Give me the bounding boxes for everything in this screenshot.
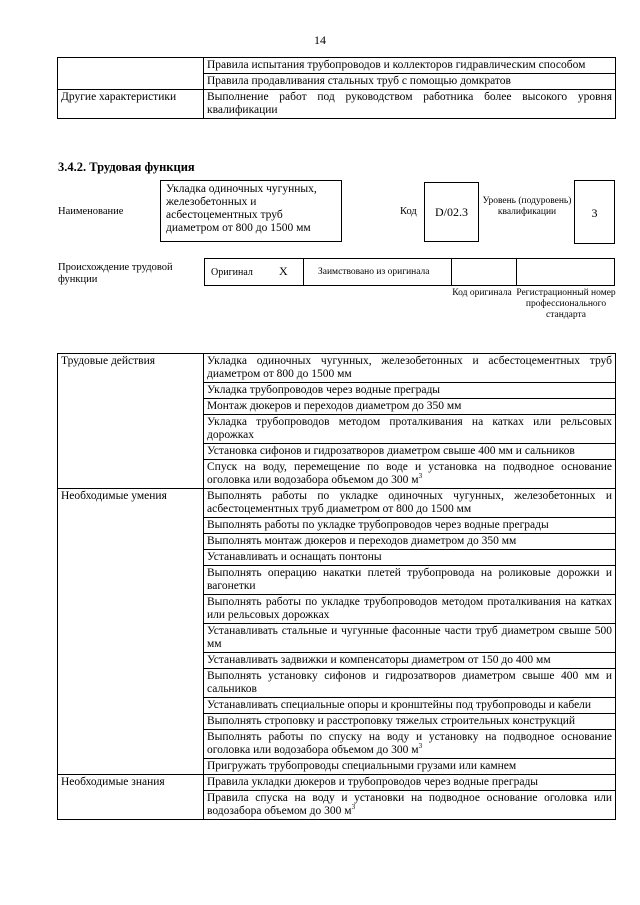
table-cell: Укладка трубопроводов через водные преграды: [204, 383, 616, 399]
table-cell: Выполнять строповку и расстроповку тяжелых строительных конструкций: [204, 714, 616, 730]
table-cell: Выполнять работы по укладке трубопроводов методом проталкивания на катках или рельсовых дорожках: [204, 595, 616, 624]
level-box: 3: [574, 180, 615, 244]
top-table: [57, 57, 616, 119]
table-cell: [204, 730, 616, 759]
origin-code-cell: [451, 259, 517, 285]
table-row: [58, 90, 616, 119]
original-mark: X: [279, 264, 288, 278]
row-label: Необходимые знания: [58, 775, 204, 820]
table-cell: Выполнять монтаж дюкеров и переходов диаметром до 350 мм: [204, 534, 616, 550]
cell-text: Спуск на воду, перемещение по воде и установка на подводное основание оголовка или водозабора объемом до 300 м: [207, 461, 612, 486]
table-cell: [204, 791, 616, 820]
table-row: [58, 58, 616, 74]
row-label: [58, 58, 204, 90]
table-cell: [204, 460, 616, 489]
table-cell: Установка сифонов и гидрозатворов диаметром свыше 400 мм и сальников: [204, 444, 616, 460]
table-cell: Выполнять операцию накатки плетей трубопровода на роликовые дорожки и вагонетки: [204, 566, 616, 595]
original-cell: [205, 259, 304, 285]
original-label: Оригинал: [211, 267, 253, 278]
table-cell: Пригружать трубопроводы специальными грузами или камнем: [204, 759, 616, 775]
borrowed-label: Заимствовано из оригинала: [318, 267, 430, 277]
cell-text: Правила спуска на воду и установки на подводное основание оголовка или водозабора объемом до 300 м: [207, 792, 612, 817]
page-number: 14: [314, 33, 326, 47]
cell-text: Выполнять работы по спуску на воду и установку на подводное основание оголовка или водозабора объемом до 300 м: [207, 731, 612, 756]
table-cell: Правила испытания трубопроводов и коллекторов гидравлическим способом: [204, 58, 616, 74]
table-row: [58, 354, 616, 383]
level-label: Уровень (подуровень) квалификации: [482, 196, 572, 217]
table-cell: Правила укладки дюкеров и трубопроводов через водные преграды: [204, 775, 616, 791]
row-label: Необходимые умения: [58, 489, 204, 775]
table-row: [58, 489, 616, 518]
table-cell: Устанавливать и оснащать понтоны: [204, 550, 616, 566]
table-cell: Монтаж дюкеров и переходов диаметром до 350 мм: [204, 399, 616, 415]
table-cell: Укладка трубопроводов методом проталкивания на катках или рельсовых дорожках: [204, 415, 616, 444]
superscript: 3: [351, 803, 356, 812]
table-cell: Выполнять работы по укладке одиночных чугунных, железобетонных и асбестоцементных труб диаметром от 800 до 1500 мм: [204, 489, 616, 518]
superscript: 3: [418, 742, 423, 751]
table-cell: Выполнять работы по укладке трубопроводов через водные преграды: [204, 518, 616, 534]
function-name-box: Укладка одиночных чугунных, железобетонных и асбестоцементных труб диаметром от 800 до 1500 мм: [160, 180, 342, 242]
table-row: [58, 775, 616, 791]
table-cell: Правила продавливания стальных труб с помощью домкратов: [204, 74, 616, 90]
origin-code-caption: Код оригинала: [452, 288, 512, 298]
table-cell: Устанавливать задвижки и компенсаторы диаметром от 150 до 400 мм: [204, 653, 616, 669]
name-label: Наименование: [58, 206, 124, 217]
origin-box: [204, 258, 615, 286]
row-label: Трудовые действия: [58, 354, 204, 489]
section-heading: 3.4.2. Трудовая функция: [58, 160, 195, 174]
code-box: D/02.3: [424, 182, 479, 242]
table-cell: Выполнять установку сифонов и гидрозатворов диаметром свыше 400 мм и сальников: [204, 669, 616, 698]
table-cell: Устанавливать стальные и чугунные фасонные части труб диаметром свыше 500 мм: [204, 624, 616, 653]
superscript: 3: [418, 472, 423, 481]
table-cell: Укладка одиночных чугунных, железобетонных и асбестоцементных труб диаметром от 800 до 1500 мм: [204, 354, 616, 383]
table-cell: Устанавливать специальные опоры и кронштейны под трубопроводы и кабели: [204, 698, 616, 714]
reg-number-caption: Регистрационный номер профессионального стандарта: [516, 288, 616, 320]
row-label: Другие характеристики: [58, 90, 204, 119]
main-table: [57, 353, 616, 820]
code-label: Код: [400, 206, 417, 217]
origin-label: Происхождение трудовой функции: [58, 262, 173, 285]
table-cell: Выполнение работ под руководством работника более высокого уровня квалификации: [204, 90, 616, 119]
